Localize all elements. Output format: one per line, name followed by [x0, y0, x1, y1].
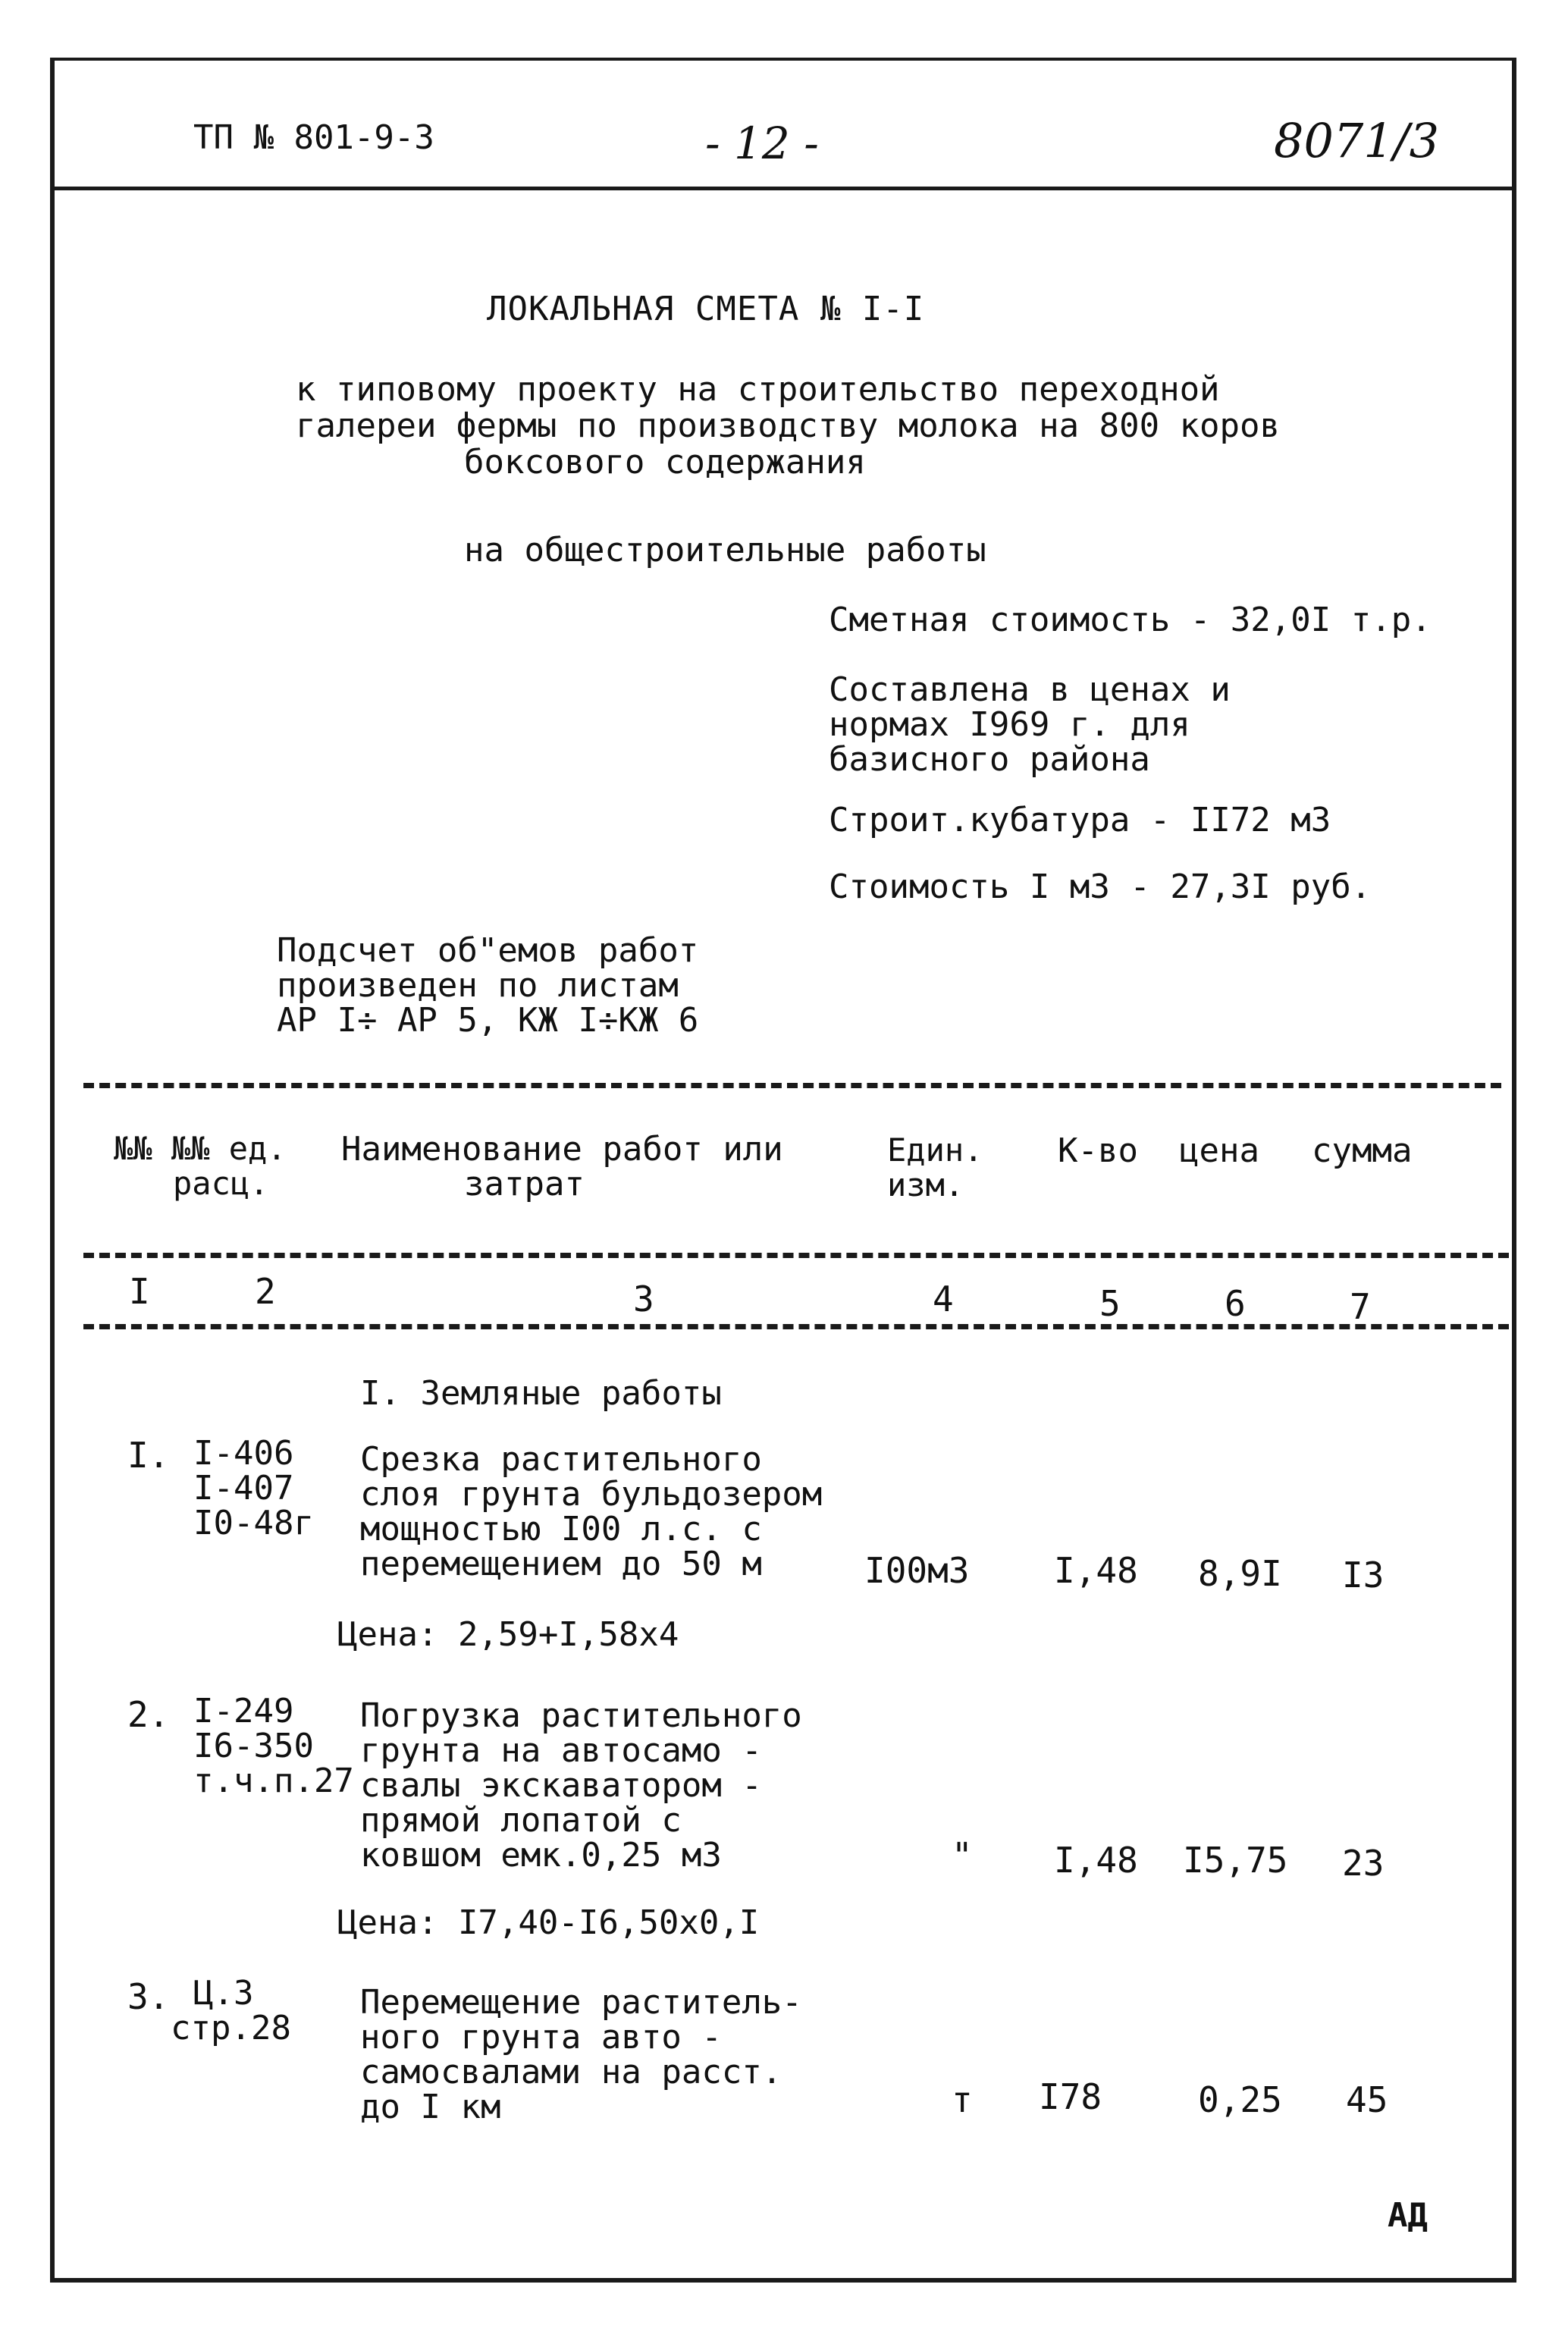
header-unit-2: изм.: [887, 1166, 964, 1203]
table-top-rule: [83, 1083, 1501, 1088]
work-name-line: Погрузка растительного: [360, 1696, 802, 1735]
project-line-3: боксового содержания: [464, 443, 866, 482]
estimate-title: ЛОКАЛЬНАЯ СМЕТА № I-I: [487, 290, 925, 328]
rate-code: I-249: [193, 1692, 294, 1730]
header-sum: сумма: [1312, 1131, 1413, 1170]
price-cell: I5,75: [1183, 1840, 1288, 1881]
price-formula: Цена: 2,59+I,58х4: [337, 1615, 679, 1654]
rate-code: I-407: [193, 1469, 294, 1508]
sum-cell: I3: [1342, 1555, 1385, 1596]
work-name-line: самосвалами на расст.: [360, 2053, 782, 2091]
prices-line-1: Составлена в ценах и: [829, 670, 1231, 709]
row-number: 2.: [127, 1694, 170, 1735]
estimated-cost: Сметная стоимость - 32,0I т.р.: [829, 601, 1432, 639]
header-quantity: К-во: [1058, 1131, 1138, 1170]
doc-code: ТП № 801-9-3: [193, 118, 434, 157]
rate-code: стр.28: [171, 2009, 291, 2047]
header-unit: Един.: [887, 1131, 983, 1169]
work-name-line: ковшом емк.0,25 м3: [360, 1836, 722, 1875]
header-rate-no: №№ №№ ед.: [114, 1130, 287, 1167]
work-name-line: грунта на автосамо -: [360, 1731, 762, 1770]
quantity-cell: I,48: [1054, 1840, 1138, 1881]
row-number: 3.: [127, 1976, 170, 2017]
column-number-top-rule: [83, 1253, 1509, 1258]
work-name-line: Срезка растительного: [360, 1440, 762, 1479]
work-name-line: Перемещение раститель-: [360, 1983, 802, 2022]
project-line-1: к типовому проекту на строительство переходной: [296, 370, 1220, 409]
calc-note-line-1: Подсчет об"емов работ: [277, 931, 699, 970]
col-number-6: 6: [1225, 1283, 1246, 1324]
header-price: цена: [1179, 1131, 1259, 1170]
building-volume: Строит.кубатура - II72 м3: [829, 801, 1331, 839]
work-name-line: перемещением до 50 м: [360, 1545, 762, 1583]
calc-note-line-2: произведен по листам: [277, 966, 679, 1005]
unit-cell: ": [952, 1835, 973, 1876]
sum-cell: 23: [1342, 1843, 1385, 1884]
sheet-reference: 8071/3: [1274, 113, 1440, 168]
sum-cell: 45: [1346, 2079, 1388, 2120]
work-name-line: слоя грунта бульдозером: [360, 1475, 823, 1514]
price-formula: Цена: I7,40-I6,50х0,I: [337, 1903, 760, 1942]
quantity-cell: I,48: [1054, 1550, 1138, 1591]
rate-code: Ц.3: [193, 1974, 254, 2013]
price-cell: 0,25: [1198, 2079, 1282, 2120]
unit-cell: I00м3: [864, 1550, 970, 1591]
project-line-2: галереи фермы по производству молока на 800 коров: [296, 406, 1281, 445]
work-name-line: мощностью I00 л.с. с: [360, 1510, 762, 1548]
price-cell: 8,9I: [1198, 1553, 1282, 1594]
cost-per-m3: Стоимость I м3 - 27,3I руб.: [829, 868, 1372, 906]
page-number: - 12 -: [705, 118, 819, 169]
header-work-name-2: затрат: [464, 1165, 585, 1203]
work-scope: на общестроительные работы: [464, 531, 986, 569]
calc-note-line-3: АР I÷ АР 5, КЖ I÷КЖ 6: [277, 1001, 699, 1040]
section-heading: I. Земляные работы: [360, 1374, 722, 1413]
rate-code: т.ч.п.27: [193, 1762, 354, 1800]
col-number-5: 5: [1099, 1283, 1121, 1324]
quantity-cell: I78: [1039, 2076, 1102, 2117]
column-number-bottom-rule: [83, 1324, 1509, 1329]
work-name-line: прямой лопатой с: [360, 1801, 682, 1840]
col-number-3: 3: [633, 1279, 654, 1319]
row-number: I.: [127, 1435, 170, 1476]
header-work-name: Наименование работ или: [341, 1130, 783, 1169]
header-rule: [50, 187, 1516, 190]
rate-code: I0-48г: [193, 1504, 314, 1542]
prices-line-2: нормах I969 г. для: [829, 705, 1190, 744]
col-number-1: I: [129, 1271, 150, 1312]
col-number-2: 2: [255, 1271, 276, 1312]
rate-code: I-406: [193, 1434, 294, 1473]
rate-code: I6-350: [193, 1727, 314, 1765]
col-number-7: 7: [1350, 1286, 1371, 1327]
footer-stamp: АД: [1388, 2196, 1428, 2235]
work-name-line: до I км: [360, 2088, 501, 2126]
col-number-4: 4: [933, 1279, 954, 1319]
work-name-line: ного грунта авто -: [360, 2018, 722, 2057]
header-rate-no-2: расц.: [173, 1165, 269, 1202]
work-name-line: свалы экскаватором -: [360, 1766, 762, 1805]
unit-cell: т: [952, 2079, 973, 2120]
prices-line-3: базисного района: [829, 740, 1150, 779]
